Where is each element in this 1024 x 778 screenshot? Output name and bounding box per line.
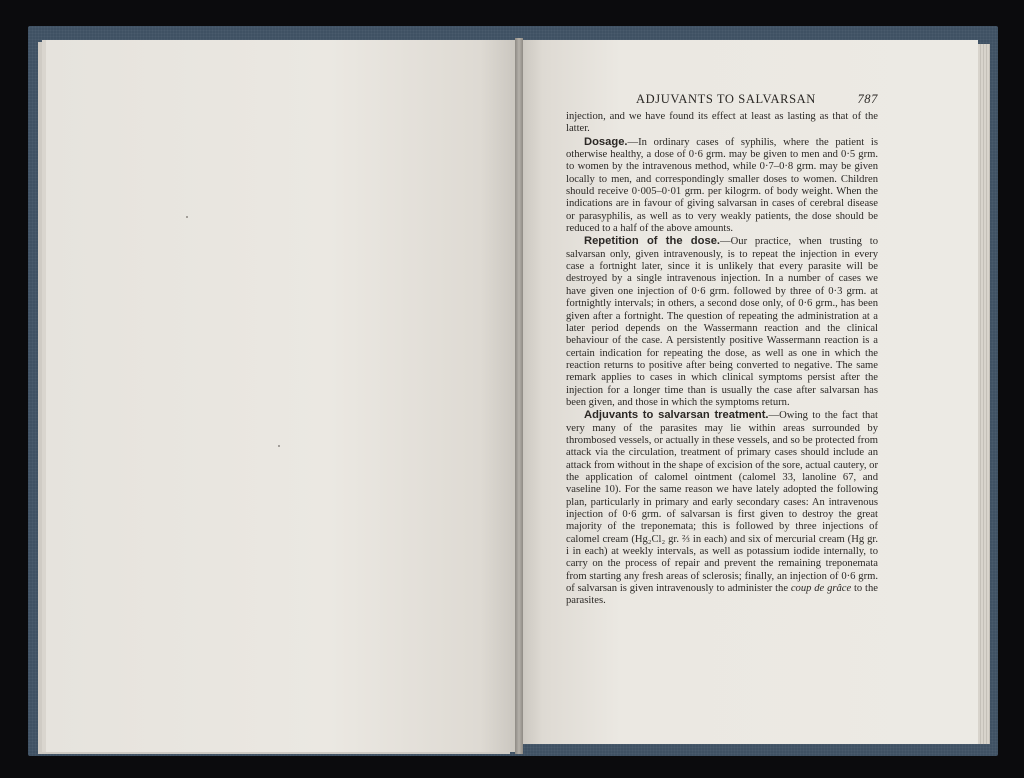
paper-speck <box>186 216 188 218</box>
section-heading-repetition: Repetition of the dose. <box>584 235 721 248</box>
dosage-text: —In ordinary cases of syphilis, where the patient is otherwise healthy, a dose of 0·6 grm. may be given to men and 0·5 grm. to women by the intravenous method, while 0·7–0·8 grm. may be given locally to men, and correspondingly smaller doses to women. Children should receive 0·005–0·01 grm. per kilogrm. of body weight. When the indications are in favour of giving salvarsan in cases of cerebral disease or parasyphilis, as well as to very weakly patients, the dose should be reduced to a half of the above amounts. <box>566 136 878 235</box>
section-heading-adjuvants: Adjuvants to salvarsan treatment. <box>584 409 769 422</box>
paragraph-repetition <box>566 235 878 409</box>
page-number: 787 <box>857 92 878 106</box>
adjuvants-text-end: to the parasites. <box>566 583 878 607</box>
page-body <box>566 111 878 608</box>
page-edges <box>978 44 990 744</box>
paragraph-continuation: injection, and we have found its effect at least as lasting as that of the latter. <box>566 111 878 135</box>
page-header <box>566 92 878 110</box>
book-gutter <box>515 38 523 754</box>
left-page-blank <box>46 40 518 752</box>
paragraph-dosage <box>566 136 878 236</box>
running-title: ADJUVANTS TO SALVARSAN <box>636 92 816 106</box>
adjuvants-italic-phrase: coup de grâce <box>790 583 852 595</box>
adjuvants-text: —Owing to the fact that very many of the parasites may lie within areas surrounded by thrombosed vessels, or actually in these vessels, and so be protected from attack via the circulation, treatment of primary cases should include an attack from without in the shape of excision of the sore, actual cautery, or the application of calomel ointment (calomel 33, lanoline 67, and vaseline 10). For the same reason we have lately adopted the following plan, particularly in primary and early secondary cases: An intravenous injection of 0·6 grm. of salvarsan is first given to destroy the great majority of the treponemata; this is followed by three injections of calomel cream (Hg₂Cl₂ gr. ⅔ in each) and six of mercurial cream (Hg gr. i in each) at weekly intervals, as well as potassium iodide internally, to carry on the process of repair and prevent the remaining treponemata from starting any fresh areas of sclerosis; finally, an injection of 0·6 grm. of salvarsan is given intravenously to administer the <box>566 410 878 595</box>
section-heading-dosage: Dosage. <box>584 135 628 148</box>
paragraph-adjuvants <box>566 409 878 608</box>
paper-speck <box>278 445 280 447</box>
repetition-text: —Our practice, when trusting to salvarsan only, given intravenously, is to repeat the injection in every case a fortnight later, since it is unlikely that every parasite will be destroyed by a single intravenous injection. In a number of cases we have given one injection of 0·6 grm. followed by three of 0·3 grm. at fortnightly intervals; in others, a second dose only, of 0·6 grm., has been given after a fortnight. The question of repeating the administration at a later period depends on the Wassermann reaction and the clinical behaviour of the case. A persistently positive Wassermann reaction is a certain indication for repeating the dose, as well as one in which the reaction returns to positive after being converted to negative. The same remark applies to cases in which clinical symptoms persist after the injection for a longer time than is usually the case after salvarsan has been given, and those in which the symptoms return. <box>566 236 879 408</box>
